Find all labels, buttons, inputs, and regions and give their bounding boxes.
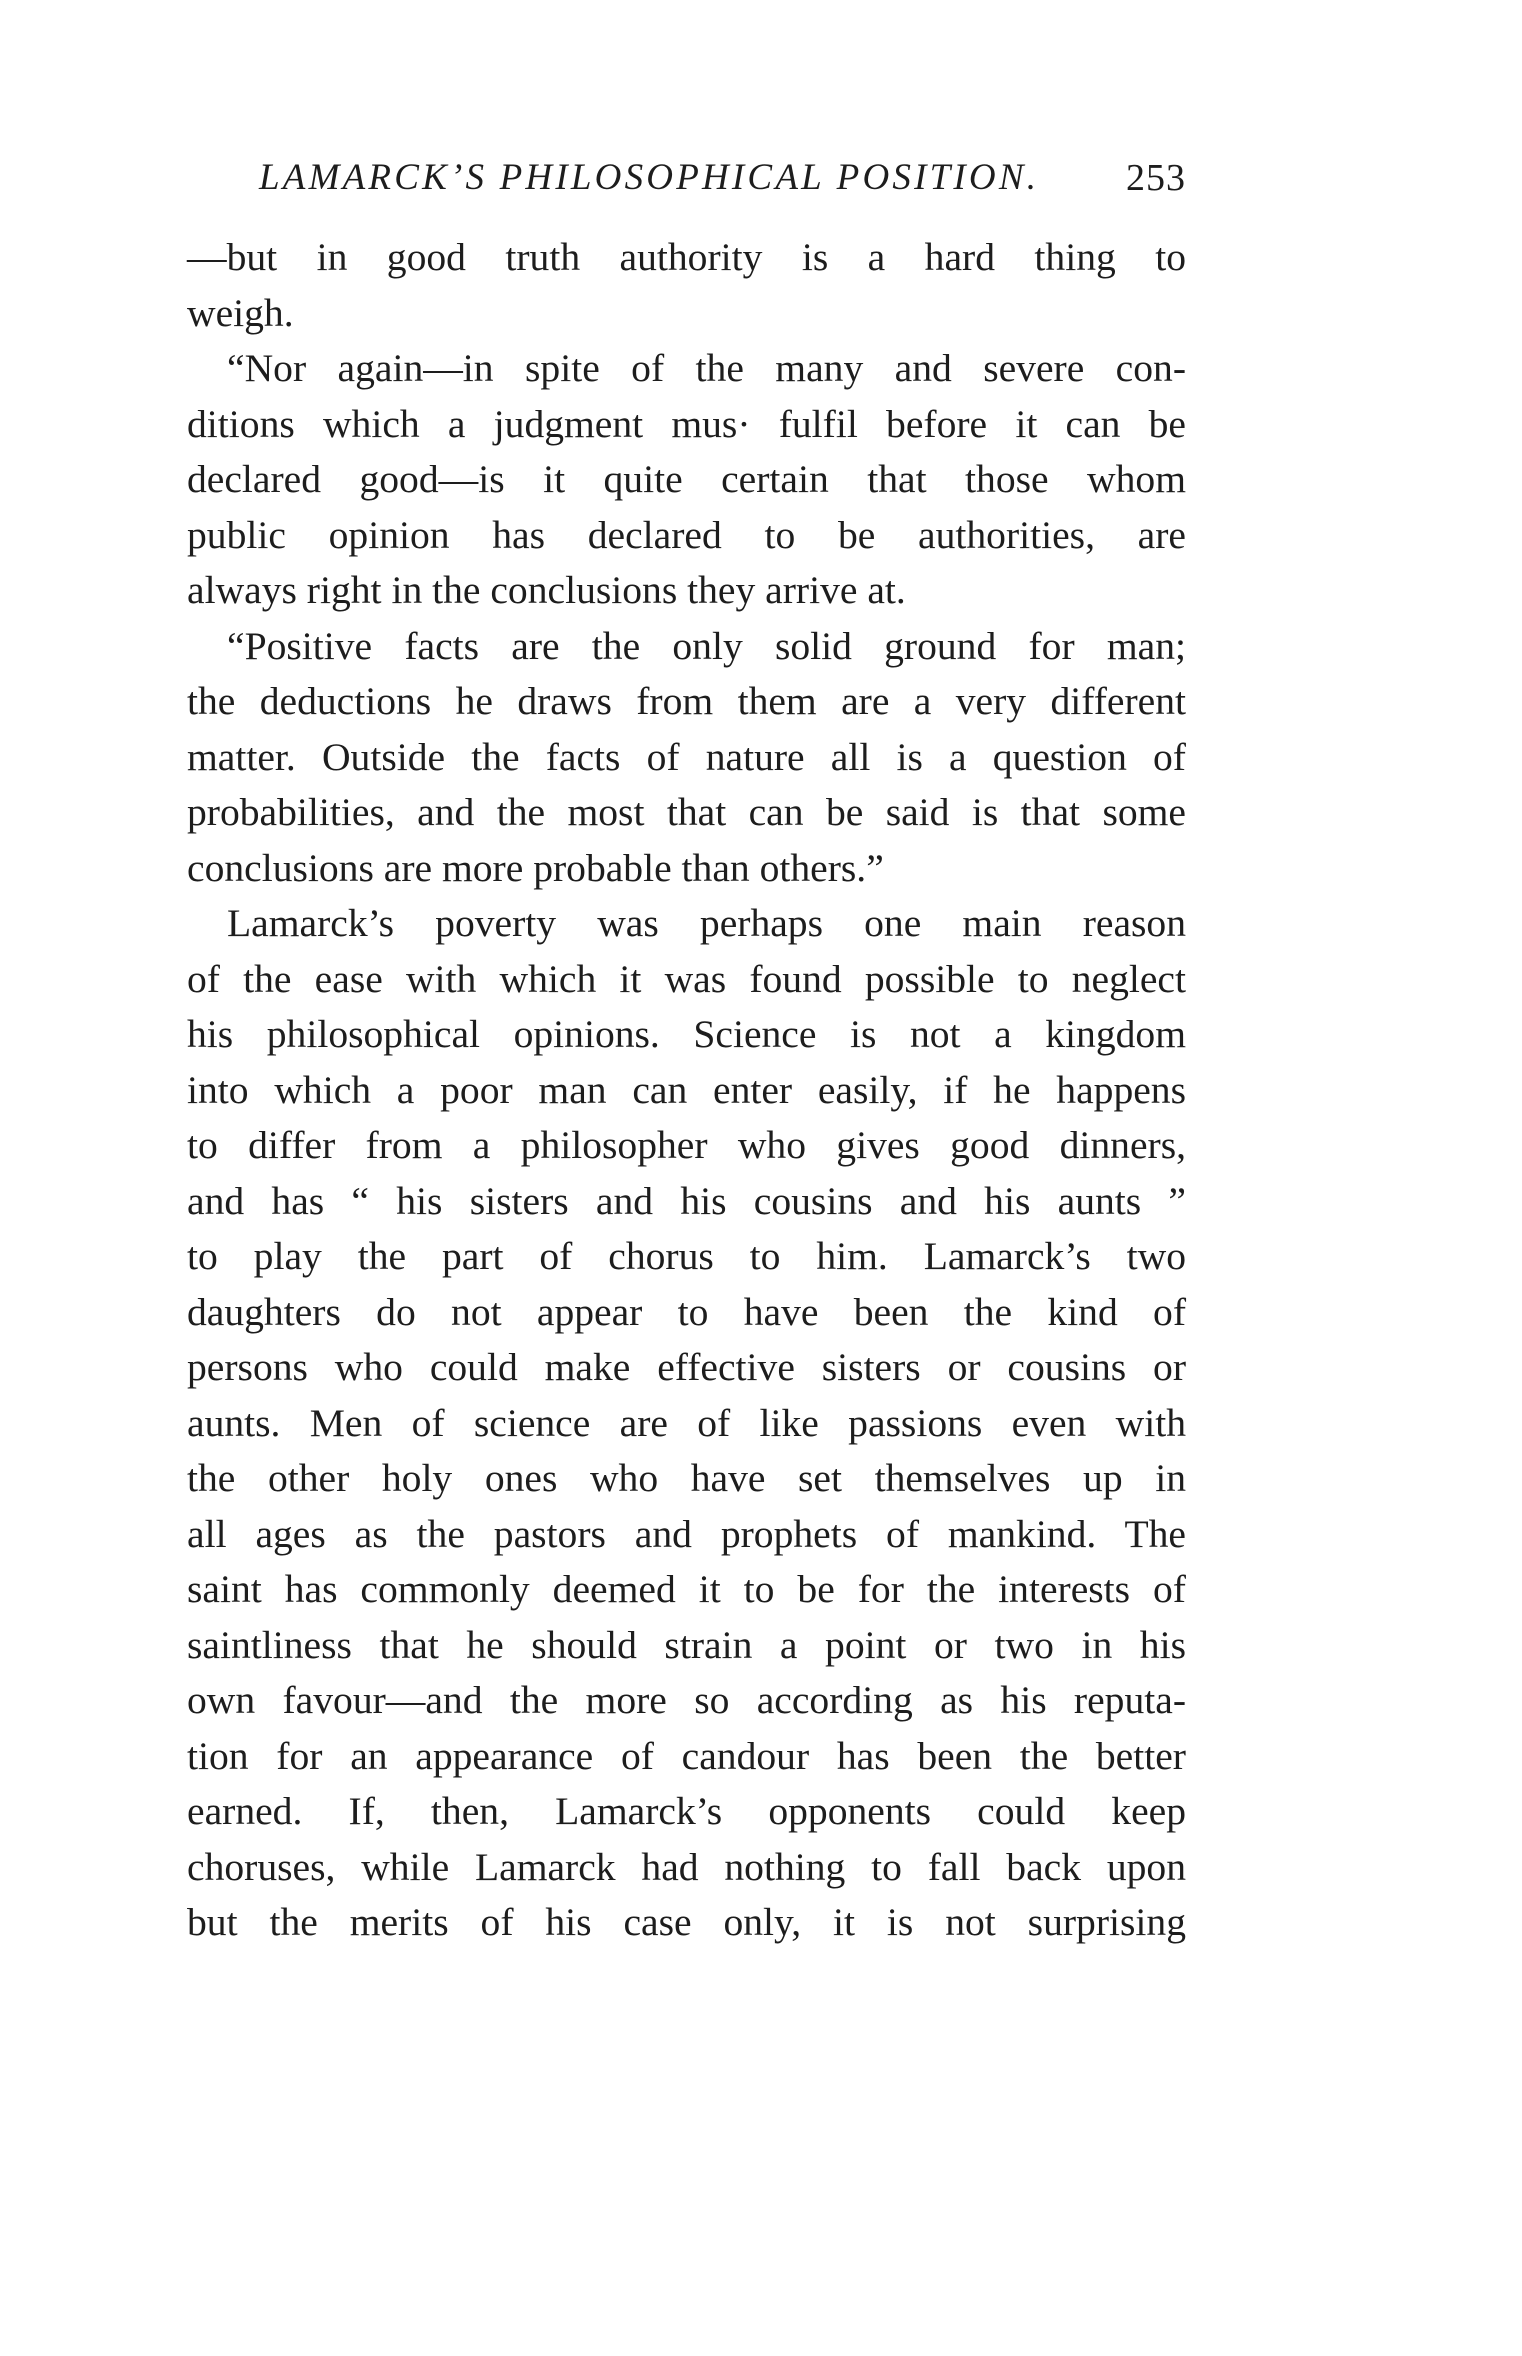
text-line: choruses, while Lamarck had nothing to fall back upon bbox=[187, 1844, 1186, 1889]
body-text bbox=[187, 230, 1186, 1951]
text-line: aunts. Men of science are of like passions even with bbox=[187, 1400, 1186, 1445]
text-line: conclusions are more probable than others.” bbox=[187, 845, 884, 890]
text-line: the deductions he draws from them are a very different bbox=[187, 679, 1186, 723]
text-line: and has “ his sisters and his cousins and his aunts ” bbox=[187, 1178, 1186, 1223]
text-line: all ages as the pastors and prophets of mankind. The bbox=[187, 1511, 1186, 1556]
running-head bbox=[259, 148, 1186, 208]
text-line: matter. Outside the facts of nature all is a question of bbox=[187, 734, 1186, 779]
text-line: persons who could make effective sisters or cousins or bbox=[187, 1345, 1186, 1389]
text-line: saint has commonly deemed it to be for the interests of bbox=[187, 1567, 1186, 1611]
text-line: weigh. bbox=[187, 290, 294, 335]
text-line: to differ from a philosopher who gives good dinners, bbox=[187, 1123, 1186, 1167]
text-line: declared good—is it quite certain that those whom bbox=[187, 457, 1186, 501]
page-number: 253 bbox=[1126, 157, 1186, 199]
text-line: into which a poor man can enter easily, if he happens bbox=[187, 1067, 1186, 1112]
text-line: but the merits of his case only, it is not surprising bbox=[187, 1900, 1186, 1944]
text-line: tion for an appearance of candour has been the better bbox=[187, 1733, 1186, 1778]
text-line: probabilities, and the most that can be said is that some bbox=[187, 790, 1186, 834]
text-line: ditions which a judgment mus· fulfil before it can be bbox=[187, 401, 1186, 446]
text-line: Lamarck’s poverty was perhaps one main reason bbox=[227, 901, 1186, 945]
text-line: public opinion has declared to be authorities, are bbox=[187, 512, 1186, 557]
text-line: saintliness that he should strain a point or two in his bbox=[187, 1622, 1186, 1667]
text-line: the other holy ones who have set themselves up in bbox=[187, 1456, 1186, 1500]
text-line: “Nor again—in spite of the many and severe con- bbox=[227, 346, 1186, 390]
text-line: daughters do not appear to have been the kind of bbox=[187, 1289, 1186, 1334]
running-title: LAMARCK’S PHILOSOPHICAL POSITION. bbox=[259, 157, 1040, 198]
text-line: his philosophical opinions. Science is not a kingdom bbox=[187, 1012, 1186, 1056]
text-line: to play the part of chorus to him. Lamarck’s two bbox=[187, 1234, 1186, 1278]
text-line: of the ease with which it was found possible to neglect bbox=[187, 956, 1186, 1001]
text-line: —but in good truth authority is a hard thing to bbox=[187, 235, 1186, 279]
text-line: earned. If, then, Lamarck’s opponents could keep bbox=[187, 1789, 1186, 1833]
text-line: always right in the conclusions they arrive at. bbox=[187, 568, 906, 612]
text-line: own favour—and the more so according as his reputa- bbox=[187, 1678, 1186, 1722]
text-line: “Positive facts are the only solid ground for man; bbox=[227, 623, 1186, 668]
